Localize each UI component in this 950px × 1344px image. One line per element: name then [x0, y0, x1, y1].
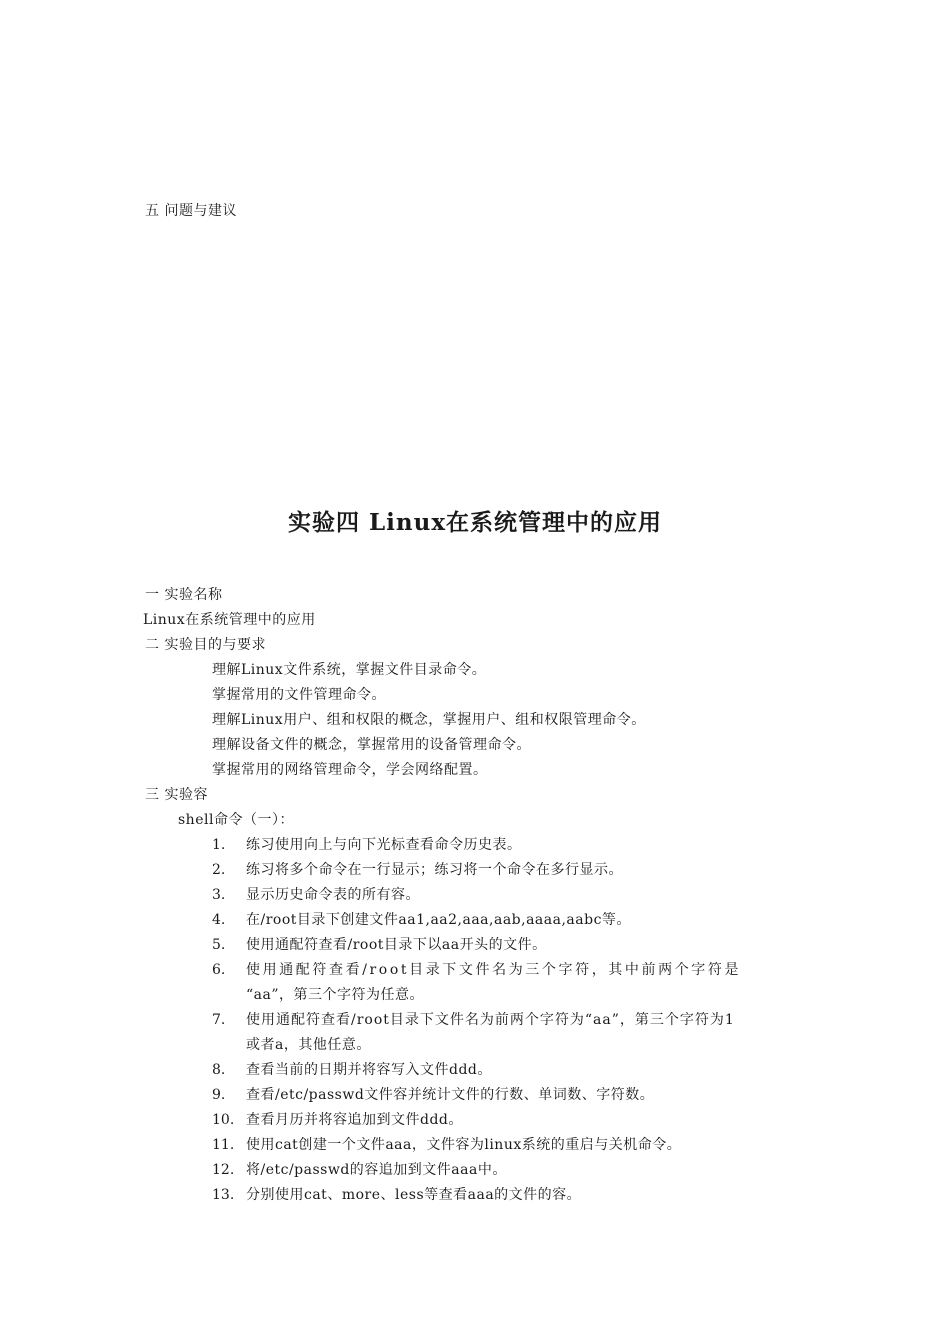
list-item-number: 5. — [212, 937, 226, 953]
list-item-number: 9. — [212, 1087, 226, 1103]
list-item: 练习使用向上与向下光标查看命令历史表。 — [246, 837, 522, 853]
section3-subheading: shell命令（一）： — [178, 812, 294, 828]
list-item-continuation: 或者a，其他任意。 — [246, 1037, 371, 1053]
document-title: 实验四 Linux在系统管理中的应用 — [287, 509, 663, 536]
section5-heading: 五 问题与建议 — [145, 203, 237, 219]
list-item-number: 10. — [212, 1112, 235, 1128]
section1-heading: 一 实验名称 — [145, 587, 223, 603]
list-item: 使用cat创建一个文件aaa，文件容为linux系统的重启与关机命令。 — [246, 1137, 682, 1153]
list-item-number: 4. — [212, 912, 226, 928]
list-item-continuation: “aa”，第三个字符为任意。 — [246, 987, 425, 1003]
section3-heading: 三 实验容 — [145, 787, 208, 803]
list-item: 使用通配符查看/root目录下以aa开头的文件。 — [246, 937, 547, 953]
list-item: 查看月历并将容追加到文件ddd。 — [246, 1112, 463, 1128]
list-item: 查看当前的日期并将容写入文件ddd。 — [246, 1062, 492, 1078]
objective-item-1: 理解Linux文件系统，掌握文件目录命令。 — [212, 662, 487, 678]
section2-heading: 二 实验目的与要求 — [145, 637, 266, 653]
objective-item-4: 理解设备文件的概念，掌握常用的设备管理命令。 — [212, 737, 531, 753]
objective-item-3: 理解Linux用户、组和权限的概念，掌握用户、组和权限管理命令。 — [212, 712, 646, 728]
list-item-number: 2. — [212, 862, 226, 878]
list-item-number: 11. — [212, 1137, 235, 1153]
list-item: 练习将多个命令在一行显示；练习将一个命令在多行显示。 — [246, 862, 623, 878]
list-item: 查看/etc/passwd文件容并统计文件的行数、单词数、字符数。 — [246, 1087, 655, 1103]
section1-content: Linux在系统管理中的应用 — [143, 612, 316, 628]
objective-item-5: 掌握常用的网络管理命令，学会网络配置。 — [212, 762, 488, 778]
list-item-number: 1. — [212, 837, 226, 853]
objective-item-2: 掌握常用的文件管理命令。 — [212, 687, 386, 703]
list-item: 将/etc/passwd的容追加到文件aaa中。 — [246, 1162, 507, 1178]
list-item-number: 7. — [212, 1012, 226, 1028]
list-item: 在/root目录下创建文件aa1,aa2,aaa,aab,aaaa,aabc等。 — [246, 912, 631, 928]
list-item: 显示历史命令表的所有容。 — [246, 887, 420, 903]
list-item-number: 12. — [212, 1162, 235, 1178]
list-item: 使用通配符查看/root目录下文件名为前两个字符为“aa”，第三个字符为1 — [246, 1012, 735, 1028]
list-item-number: 3. — [212, 887, 226, 903]
list-item-number: 8. — [212, 1062, 226, 1078]
list-item: 分别使用cat、more、less等查看aaa的文件的容。 — [246, 1187, 582, 1203]
list-item-number: 13. — [212, 1187, 235, 1203]
list-item-number: 6. — [212, 962, 226, 978]
list-item: 使用通配符查看/root目录下文件名为三个字符，其中前两个字符是 — [246, 962, 742, 978]
